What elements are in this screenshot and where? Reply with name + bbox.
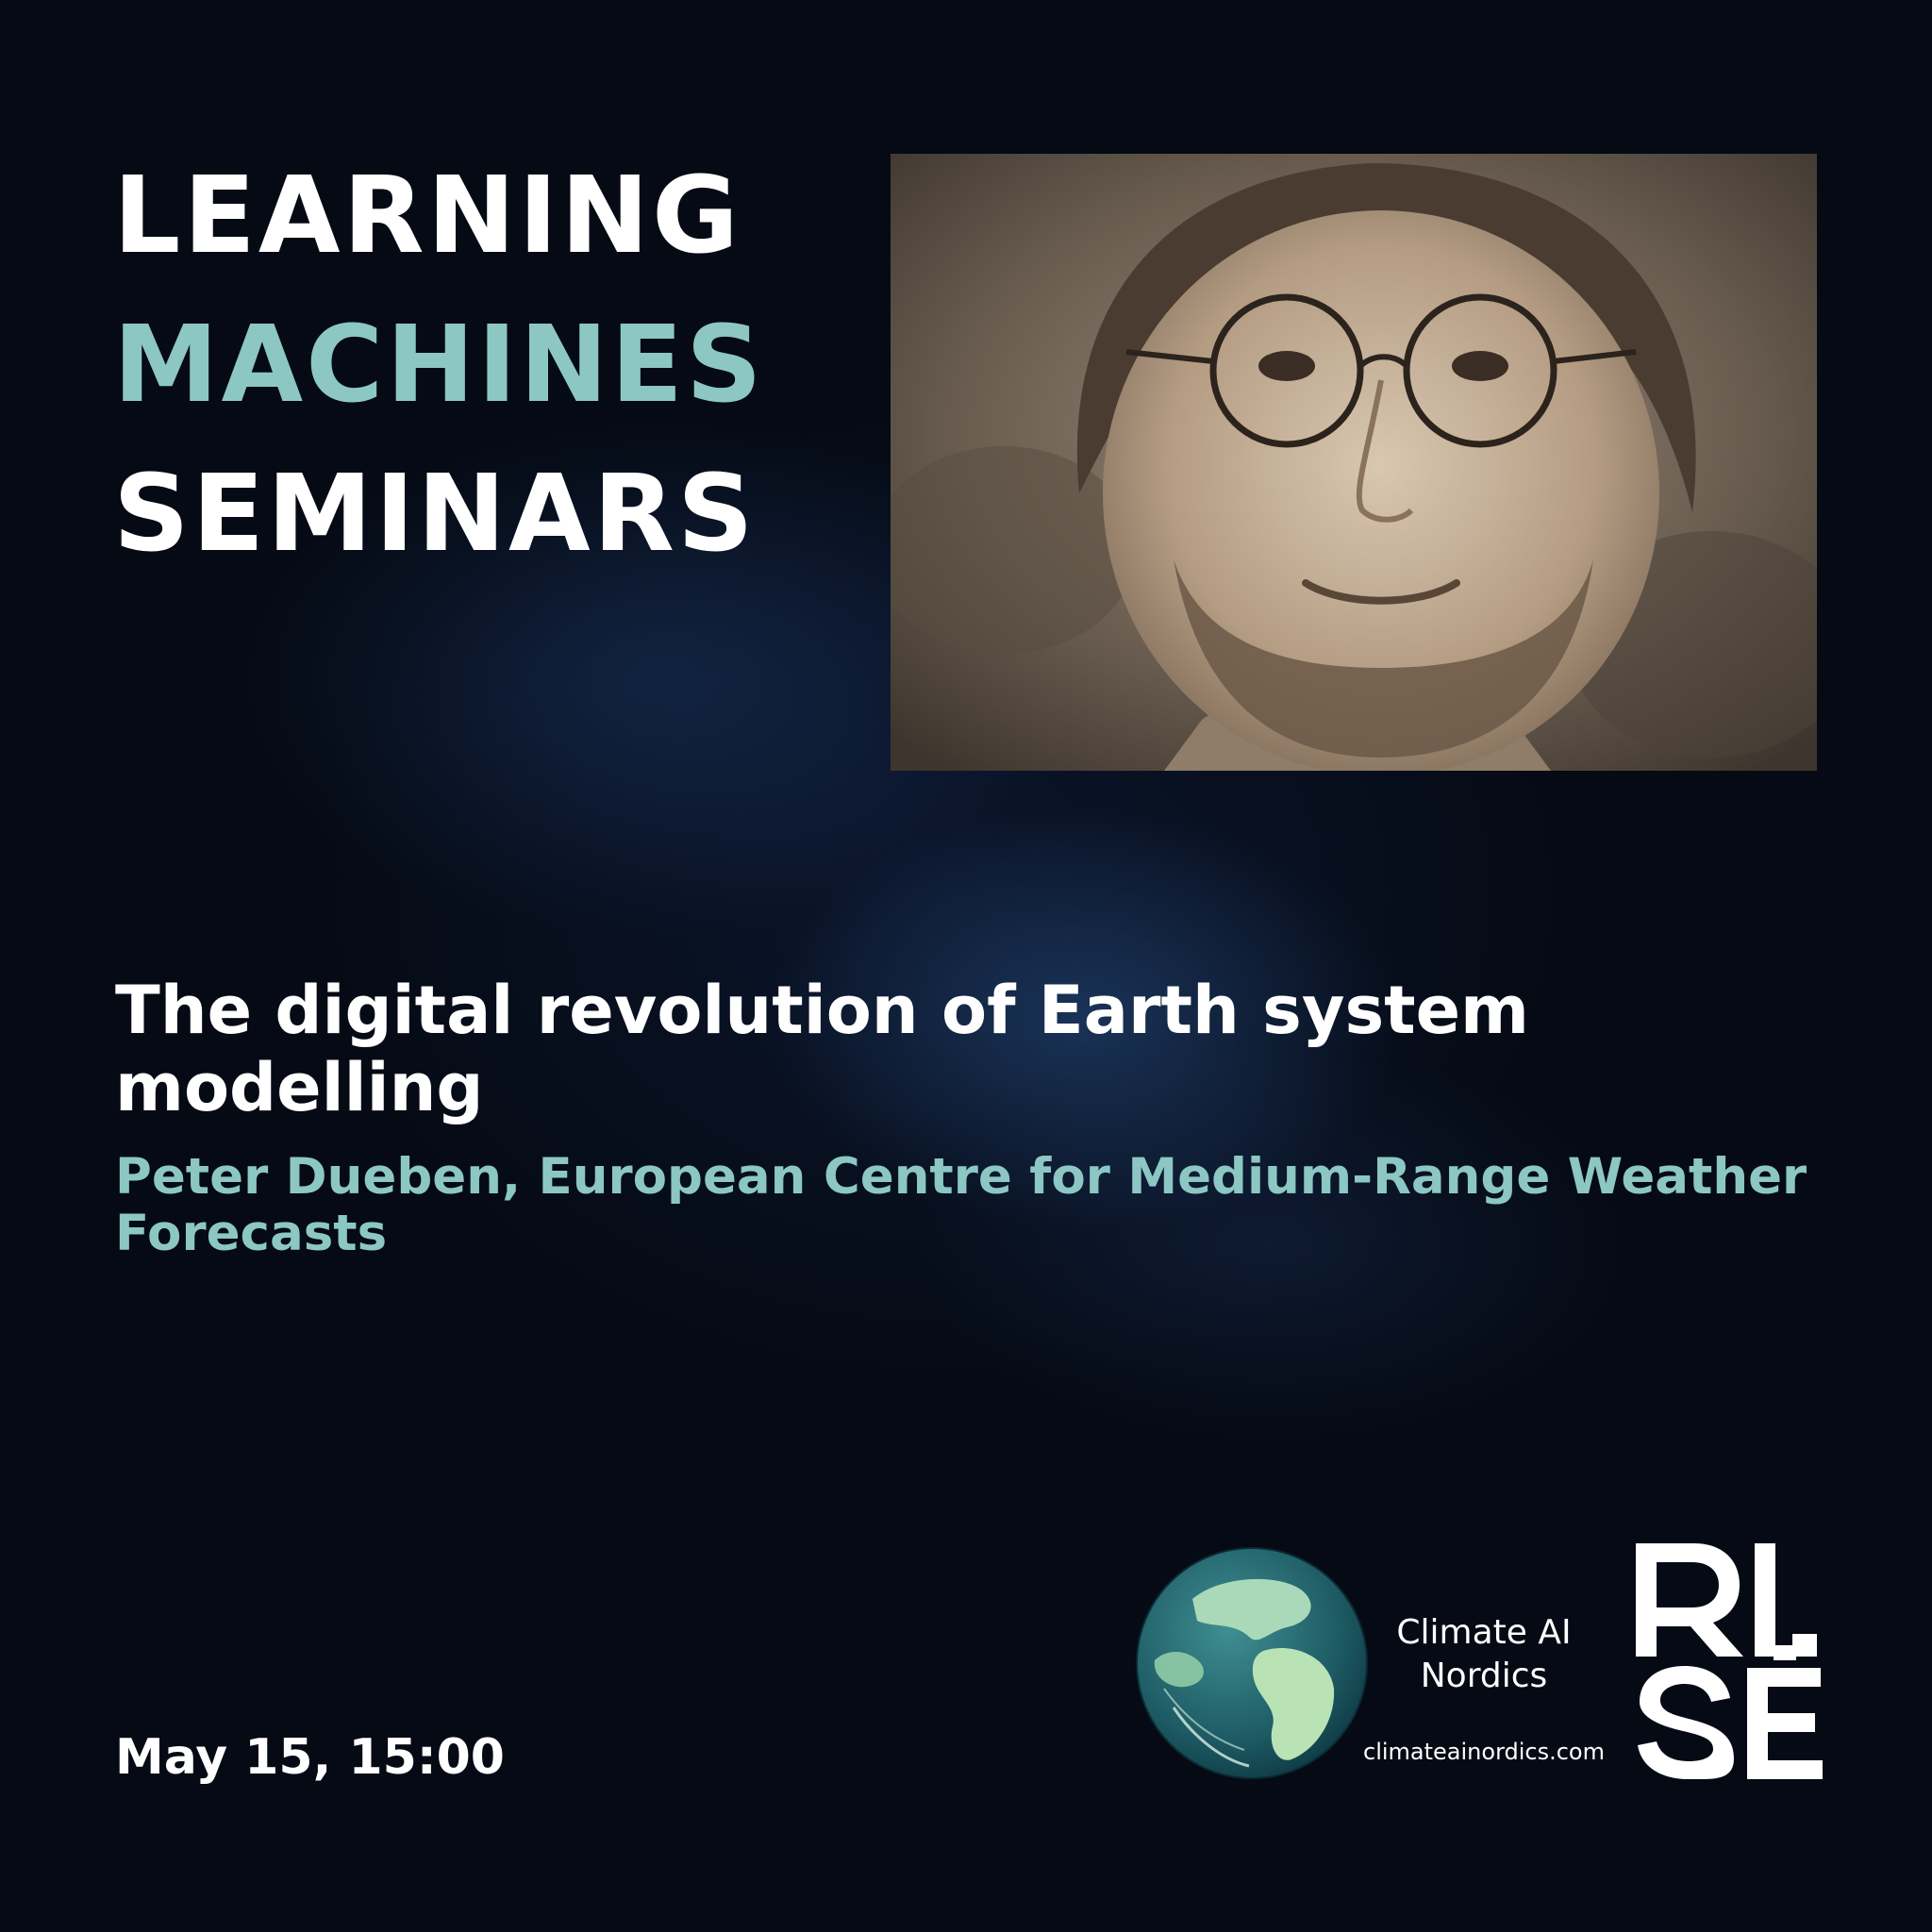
- talk-title: The digital revolution of Earth system modelling: [115, 972, 1529, 1126]
- speaker-photo: [891, 154, 1817, 771]
- organizer-url[interactable]: climateainordics.com: [1363, 1739, 1605, 1765]
- event-date: May 15, 15:00: [115, 1729, 505, 1786]
- series-title-line-1: LEARNING: [113, 155, 741, 277]
- rise-logo: [1636, 1543, 1824, 1779]
- series-title-line-3: SEMINARS: [113, 453, 757, 575]
- series-title: [113, 142, 765, 589]
- speaker-name: Peter Dueben, European Centre for Medium-Range Weather Forecasts: [115, 1148, 1807, 1262]
- globe-icon: [1136, 1547, 1368, 1779]
- organizer-name: Climate AI Nordics: [1396, 1613, 1572, 1695]
- series-title-line-2: MACHINES: [113, 304, 765, 426]
